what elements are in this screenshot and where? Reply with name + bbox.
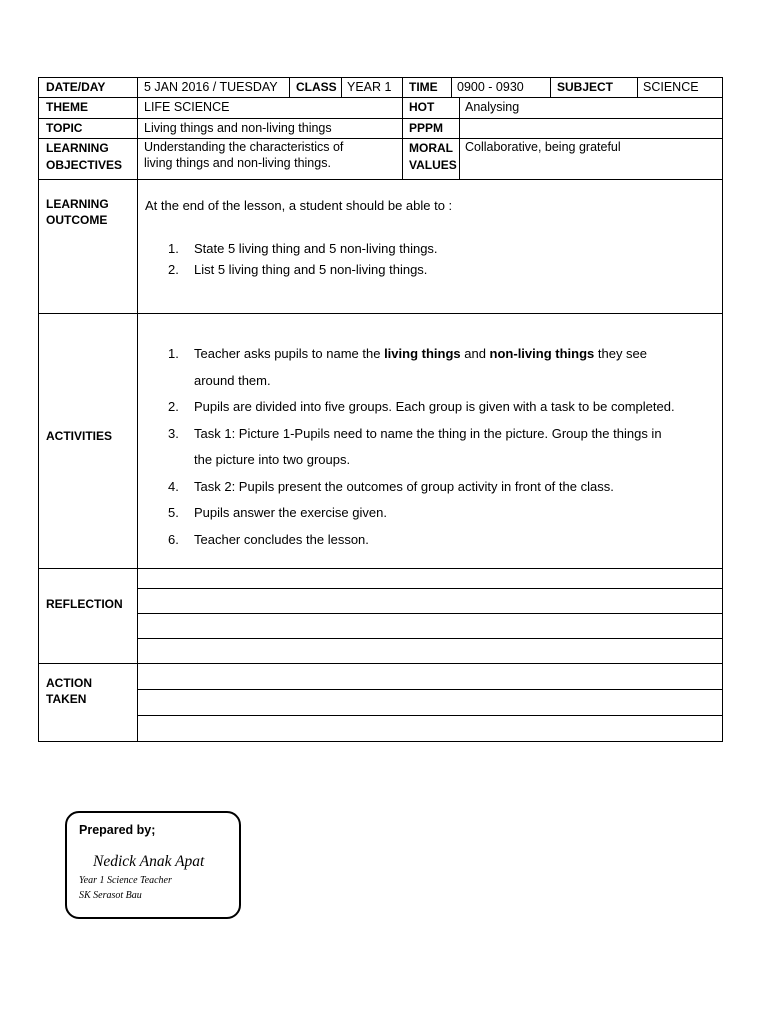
subject-label: SUBJECT (557, 80, 614, 94)
column-divider (459, 97, 460, 179)
column-divider (137, 78, 138, 741)
signature-role: Year 1 Science Teacher (79, 875, 172, 886)
column-divider (341, 78, 342, 97)
row-divider (39, 97, 722, 98)
row-divider (39, 179, 722, 180)
list-text: Task 2: Pupils present the outcomes of group activity in front of the class. (194, 478, 614, 494)
moral-values-value: Collaborative, being grateful (465, 140, 621, 154)
action-taken-label-line1: ACTION (46, 676, 92, 690)
objectives-value-line2: living things and non-living things. (144, 156, 331, 170)
reflection-line (138, 588, 722, 589)
pppm-label: PPPM (409, 121, 444, 135)
list-text: Task 1: Picture 1-Pupils need to name the thing in the picture. Group the things in (194, 425, 662, 441)
list-number: 4. (168, 478, 179, 494)
moral-label-line2: VALUES (409, 158, 457, 172)
list-number: 3. (168, 425, 179, 441)
learning-outcome-list (168, 238, 438, 280)
activities-list (168, 341, 675, 553)
list-text-bold: non-living things (489, 346, 595, 361)
list-text-bold: living things (384, 346, 461, 361)
list-text: State 5 living thing and 5 non-living things. (194, 241, 438, 256)
list-number: 1. (168, 241, 179, 256)
objectives-label-line1: LEARNING (46, 141, 109, 155)
action-taken-label-line2: TAKEN (46, 692, 87, 706)
list-item (168, 394, 675, 421)
column-divider (289, 78, 290, 97)
list-text: they see (594, 346, 648, 361)
list-text: Pupils answer the exercise given. (194, 505, 387, 520)
list-text-continuation: the picture into two groups. (194, 452, 351, 467)
list-item (168, 238, 438, 259)
signature-school: SK Serasot Bau (79, 890, 142, 901)
list-item (168, 474, 675, 501)
list-item (168, 259, 438, 280)
list-text: Pupils are divided into five groups. Each group is given with a task to be completed. (194, 399, 675, 414)
column-divider (637, 78, 638, 97)
signature-name: Nedick Anak Apat (93, 853, 205, 870)
action-line (138, 689, 722, 690)
topic-label: TOPIC (46, 121, 83, 135)
list-text: Teacher concludes the lesson. (194, 531, 369, 547)
list-item (168, 421, 675, 474)
objectives-value (144, 140, 343, 171)
row-divider (39, 138, 722, 139)
subject-value: SCIENCE (643, 80, 699, 94)
learning-outcome-intro: At the end of the lesson, a student should be able to : (145, 198, 453, 213)
prepared-by-box (65, 811, 241, 919)
hot-value: Analysing (465, 100, 520, 114)
list-number: 6. (168, 531, 179, 547)
theme-label: THEME (46, 100, 88, 114)
activities-label: ACTIVITIES (46, 429, 113, 443)
action-taken-label (46, 676, 92, 707)
row-divider (39, 118, 722, 119)
list-text: Teacher asks pupils to name the (194, 346, 385, 361)
date-label: DATE/DAY (46, 80, 106, 94)
topic-value: Living things and non-living things (144, 121, 332, 135)
row-divider (39, 663, 722, 664)
row-divider (39, 313, 722, 314)
reflection-line (138, 613, 722, 614)
learning-outcome-label-line2: OUTCOME (46, 213, 108, 227)
moral-label-line1: MORAL (409, 141, 453, 155)
list-number: 1. (168, 346, 179, 361)
objectives-label-line2: OBJECTIVES (46, 158, 123, 172)
reflection-label: REFLECTION (46, 597, 123, 611)
column-divider (550, 78, 551, 97)
action-line (138, 715, 722, 716)
list-text: and (460, 346, 490, 361)
learning-outcome-label-line1: LEARNING (46, 197, 109, 211)
moral-values-label (402, 141, 459, 173)
list-number: 2. (168, 262, 179, 277)
learning-outcome-label (46, 197, 109, 228)
time-label: TIME (409, 80, 438, 94)
list-number: 2. (168, 399, 179, 414)
theme-value: LIFE SCIENCE (144, 100, 230, 114)
reflection-line (138, 638, 722, 639)
lesson-plan-table (38, 77, 723, 742)
list-text: List 5 living thing and 5 non-living things. (194, 262, 428, 277)
objectives-label (46, 141, 122, 173)
hot-label: HOT (409, 100, 435, 114)
objectives-value-line1: Understanding the characteristics of (144, 140, 344, 154)
list-item (168, 500, 675, 527)
list-text-continuation: around them. (194, 372, 271, 388)
prepared-by-label: Prepared by; (79, 823, 156, 837)
column-divider (451, 78, 452, 97)
date-value: 5 JAN 2016 / TUESDAY (144, 80, 278, 94)
class-value: YEAR 1 (347, 80, 392, 94)
class-label: CLASS (296, 80, 337, 94)
list-number: 5. (168, 505, 179, 520)
list-item (168, 341, 675, 394)
list-item (168, 527, 675, 554)
row-divider (39, 568, 722, 569)
time-value: 0900 - 0930 (457, 80, 524, 94)
